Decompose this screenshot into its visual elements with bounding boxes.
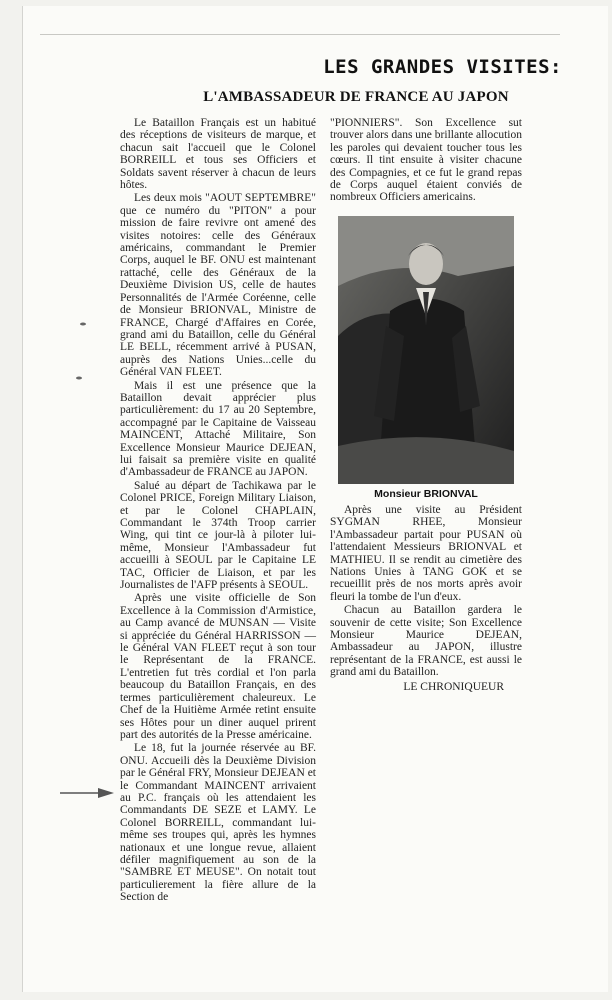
article-column-right-bottom [330, 504, 522, 694]
margin-mark [80, 322, 86, 326]
paragraph: Le Bataillon Français est un habitué des réceptions de visiteurs de marque, et chacun sait l'accueil que le Colonel BORREILL et tous ses Officiers et Soldats savent réserver à chacun de leurs hôtes. [120, 117, 316, 192]
article-subheadline: L'AMBASSADEUR DE FRANCE AU JAPON [203, 89, 509, 105]
article-column-right-top [330, 117, 522, 205]
paragraph: Salué au départ de Tachikawa par le Colonel PRICE, Foreign Military Liaison, et par le Colonel CHAPLAIN, Commandant le 374th Troop carrier Wing, qui tint ce jour-là à piloter lui-même, Monsieur l'Ambassadeur fut accueilli à SEOUL par le Capitaine LE TAC, Officier de Liaison, et par les Journalistes de l'AFP présents à SEOUL. [120, 479, 316, 592]
paragraph: Les deux mois "AOUT SEPTEMBRE" que ce numéro du "PITON" a pour mission de faire revivre ont amené des visites notoires: celle des Généraux américains, commandant le Premier Corps, auquel le BF. ONU est maintenant rattaché, celle des Généraux de la Deuxième Division US, celle de hautes Personnalités de l'Armée Coréenne, celle de Monsieur BRIONVAL, Ministre de FRANCE, Chargé d'Affaires en Corée, grand ami du Bataillon, celle du Général LE BELL, récemment arrivé à PUSAN, auprès des Nations Unies...celle du Général VAN FLEET. [120, 192, 316, 379]
portrait-photo [338, 216, 514, 484]
author-signature: LE CHRONIQUEUR [403, 680, 504, 693]
margin-mark [76, 376, 82, 380]
paragraph: Après une visite officielle de Son Excellence à la Commission d'Armistice, au Camp avancé de MUNSAN — Visite si appréciée du Général HARRISSON — le Général VAN FLEET reçut à son tour le Représentant de la FRANCE. L'entretien fut très cordial et l'on parla beaucoup du Bataillon Français, en des termes particulièrement chaleureux. Le Chef de la Huitième Armée retint ensuite ses Hôtes pour un diner auquel prirent part des autorités de la Presse américaine. [120, 592, 316, 741]
paragraph: Après une visite au Président SYGMAN RHEE, Monsieur l'Ambassadeur partait pour PUSAN où l'attendaient Messieurs BRIONVAL et MATHIEU. Il se rendit au cimetière des Nations Unies à TANG GOK et se recueillit près de nos morts après avoir fleuri la tombe de l'un d'eux. [330, 504, 522, 603]
top-rule [40, 34, 560, 35]
margin-arrow-mark [60, 787, 116, 799]
article-headline: LES GRANDES VISITES: [323, 56, 562, 78]
portrait-photo-image [338, 216, 514, 484]
paragraph: Chacun au Bataillon gardera le souvenir de cette visite; Son Excellence Monsieur Maurice DEJEAN, Ambassadeur au JAPON, illustre représentant de la FRANCE, est aussi le grand ami du Bataillon. [330, 604, 522, 679]
photo-caption: Monsieur BRIONVAL [374, 488, 478, 500]
paragraph: Le 18, fut la journée réservée au BF. ONU. Accueili dès la Deuxième Division par le Général FRY, Monsieur DEJEAN et le Commandant MAINCENT arrivaient au P.C. français où les attendaient les Commandants DE SEZE et LAMY. Le Colonel BORREILL, commandant lui-même ses troupes qui, après les hymnes nationaux et une longue revue, allaient défiler magnifiquement au son de la "SAMBRE ET MEUSE". On notait tout particulierement la fière allure de la Section de [120, 742, 316, 904]
paragraph: "PIONNIERS". Son Excellence sut trouver alors dans une brillante allocution les paroles qui devaient toucher tous les cœurs. Il tint ensuite à visiter chacune des Compagnies, et ce fut le grand repas de Corps auquel étaient conviés de nombreux Officiers americains. [330, 117, 522, 204]
paragraph: Mais il est une présence que la Bataillon devait apprécier plus particulièrement: du 17 au 20 Septembre, accompagné par le Capitaine de Vaisseau MAINCENT, Attaché Militaire, Son Excellence Monsieur Maurice DEJEAN, lui faisait sa première visite en qualité d'Ambassadeur de FRANCE au JAPON. [120, 379, 316, 479]
article-column-left [120, 117, 316, 905]
